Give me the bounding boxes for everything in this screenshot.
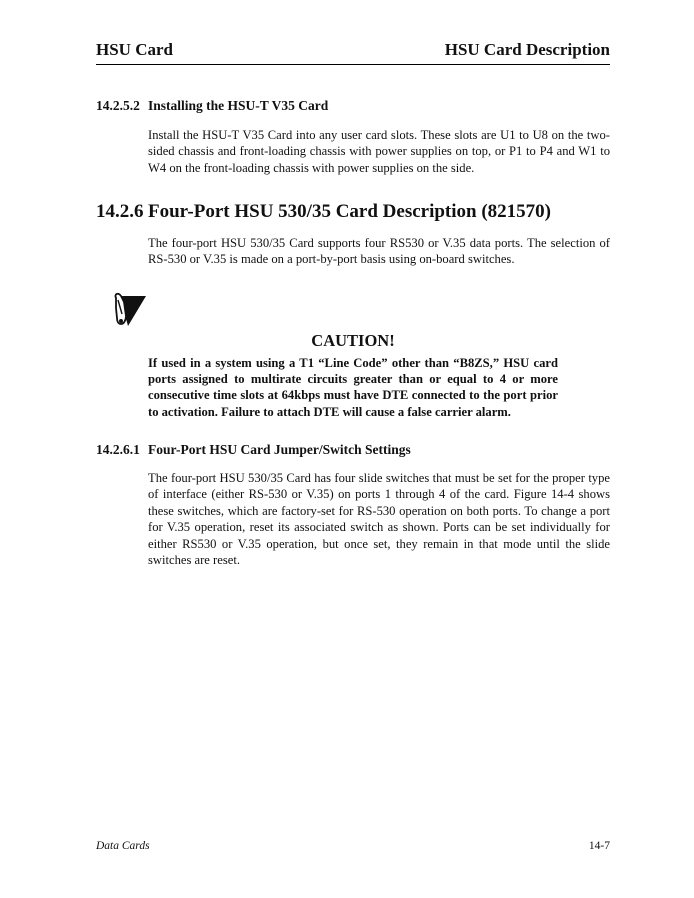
header-right-title: HSU Card Description: [444, 40, 610, 59]
section-number: 14.2.5.2: [96, 98, 140, 113]
header-left-title: HSU Card: [96, 40, 173, 59]
page-header: [96, 40, 610, 65]
heading-14-2-6-1: [96, 442, 411, 458]
section-number: 14.2.6.1: [96, 442, 140, 457]
page-number: 14-7: [588, 840, 610, 852]
caution-hand-icon: [110, 290, 148, 330]
caution-title: CAUTION!: [311, 331, 395, 350]
section-title: Four-Port HSU 530/35 Card Description (821570): [148, 201, 551, 222]
footer-left: Data Cards: [96, 840, 150, 852]
heading-14-2-6: [96, 201, 551, 223]
paragraph-installing: Install the HSU-T V35 Card into any user card slots. These slots are U1 to U8 on the two-sided chassis and front-loading chassis with power supplies on top, or P1 to P4 and W1 to W4 on the front-loading chassis with power supplies on the side.: [148, 128, 610, 175]
caution-text: If used in a system using a T1 “Line Code” other than “B8ZS,” HSU card ports assigned to multirate circuits greater than or equal to 4 or more consecutive time slots at 64kbps must have DTE connected to the port prior to activation. Failure to attach DTE will cause a false carrier alarm.: [148, 356, 558, 419]
section-number: 14.2.6: [96, 201, 144, 222]
section-title: Four-Port HSU Card Jumper/Switch Settings: [148, 442, 411, 457]
heading-14-2-5-2: [96, 98, 328, 114]
paragraph-switch-settings: The four-port HSU 530/35 Card has four slide switches that must be set for the proper type of interface (either RS-530 or V.35) on ports 1 through 4 of the card. Figure 14-4 shows these switches, which are factory-set for RS-530 operation on both ports. To change a port for V.35 operation, reset its associated switch as shown. Ports can be set individually for either RS530 or V.35 operation, but once set, they remain in that mode until the slide switches are reset.: [148, 471, 610, 568]
paragraph-four-port-description: The four-port HSU 530/35 Card supports four RS530 or V.35 data ports. The selection of RS-530 or V.35 is made on a port-by-port basis using on-board switches.: [148, 236, 610, 267]
section-title: Installing the HSU-T V35 Card: [148, 98, 329, 113]
